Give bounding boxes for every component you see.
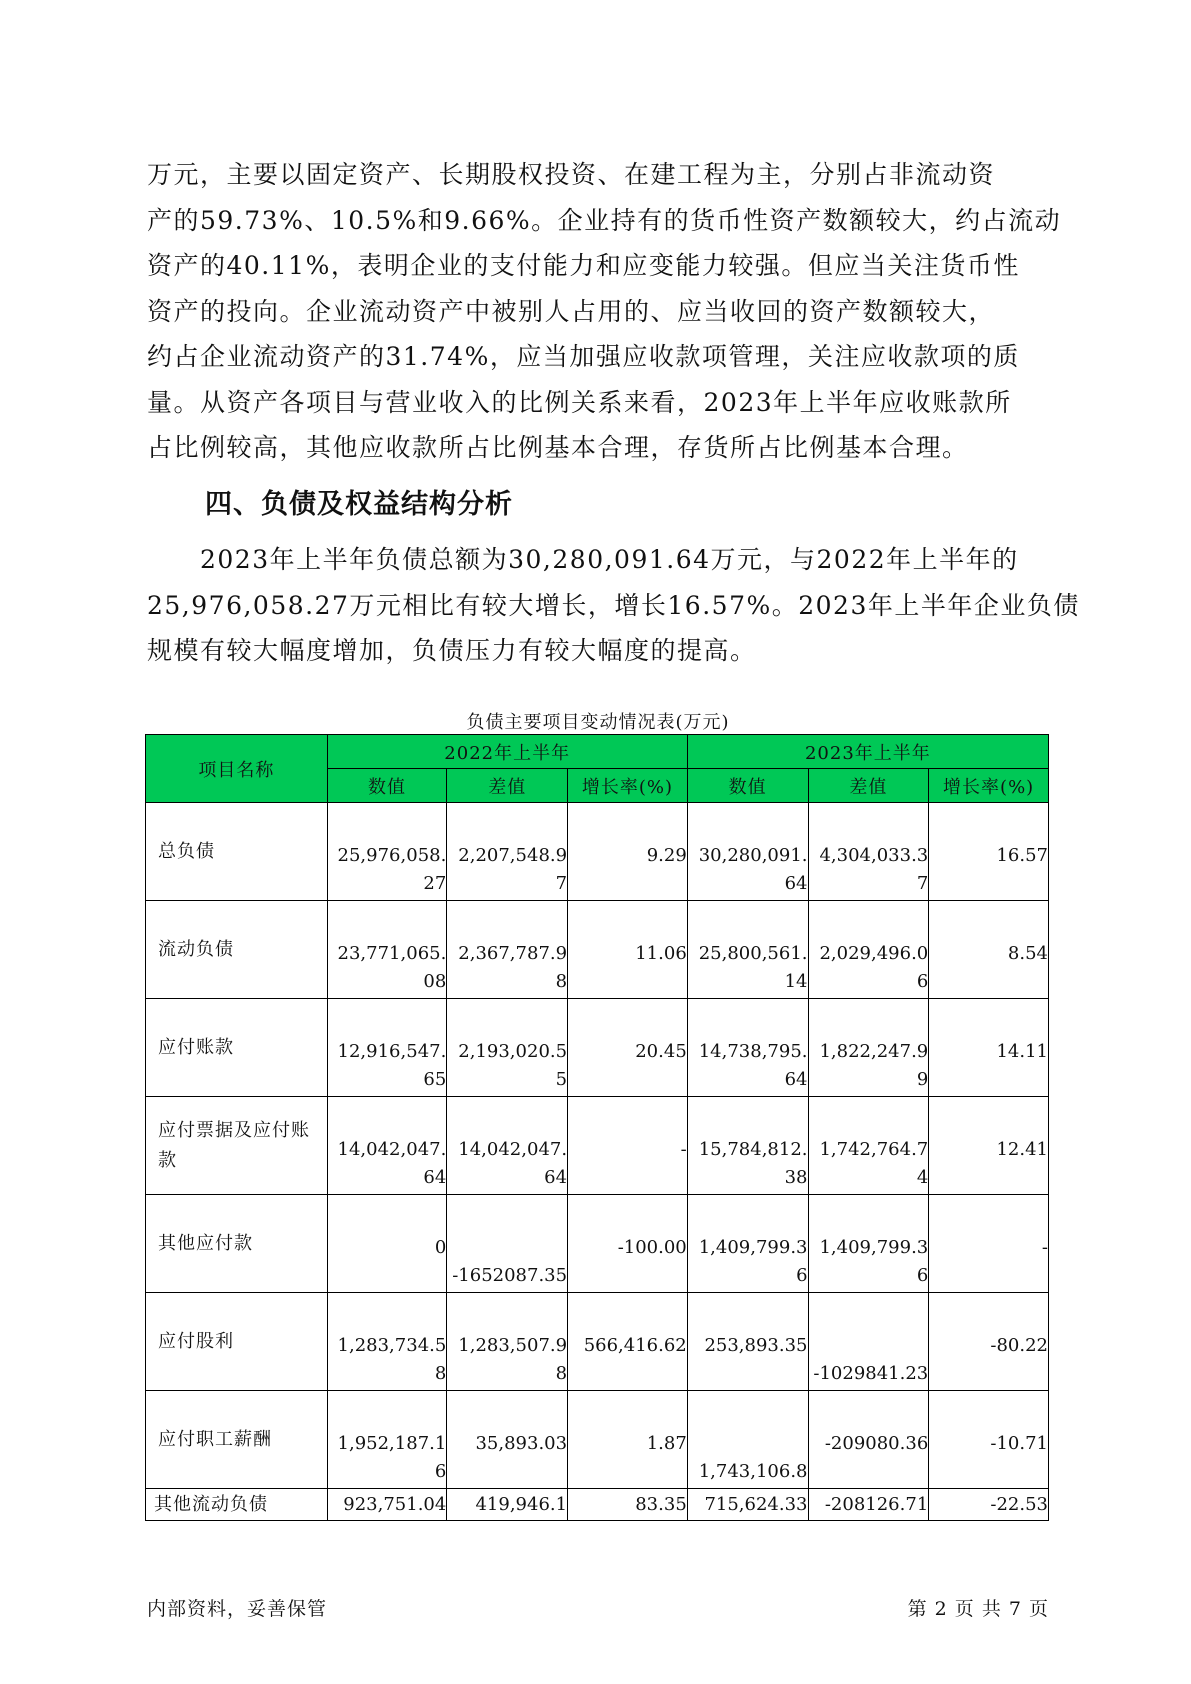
row-item-name: 其他流动负债: [146, 1489, 328, 1521]
cell-text: 923,751.04: [343, 1494, 447, 1515]
cell-text: 15,784,812.: [698, 1139, 808, 1160]
cell-text: 8: [555, 971, 568, 992]
cell-text: 2,193,020.5: [458, 1041, 568, 1062]
footer-confidential-note: 内部资料，妥善保管: [147, 1598, 328, 1620]
row-value-cell: [327, 1489, 447, 1521]
cell-text: 2,207,548.9: [458, 845, 568, 866]
table-row: [146, 1195, 1049, 1293]
row-item-name: 流动负债: [146, 901, 328, 999]
cell-text: 1,743,106.8: [698, 1461, 808, 1482]
row-value-cell: [568, 999, 688, 1097]
row-value-cell: [327, 803, 447, 901]
paragraph-liabilities-line: 规模有较大幅度增加，负债压力有较大幅度的提高。: [147, 636, 757, 665]
row-item-name: 应付账款: [146, 999, 328, 1097]
row-item-name: 其他应付款: [146, 1195, 328, 1293]
row-value-cell: [568, 1293, 688, 1391]
cell-text: 0: [434, 1237, 447, 1258]
row-value-cell: [929, 1391, 1049, 1489]
cell-text: -: [680, 1139, 687, 1160]
cell-text: 12,916,547.: [337, 1041, 447, 1062]
row-value-cell: [808, 1195, 929, 1293]
cell-text: 9: [916, 1069, 929, 1090]
paragraph-assets-line: 占比例较高，其他应收款所占比例基本合理，存货所占比例基本合理。: [147, 433, 969, 462]
cell-text: 8: [555, 1363, 568, 1384]
paragraph-assets-line: 产的59.73%、10.5%和9.66%。企业持有的货币性资产数额较大，约占流动: [147, 205, 1062, 235]
liabilities-table: [145, 734, 1049, 1521]
row-value-cell: [447, 1195, 568, 1293]
cell-text: 8.54: [1007, 943, 1048, 964]
cell-text: 14.11: [996, 1041, 1048, 1062]
row-value-cell: [327, 999, 447, 1097]
row-value-cell: [808, 901, 929, 999]
row-value-cell: [447, 1391, 568, 1489]
row-value-cell: [447, 803, 568, 901]
cell-text: 14: [784, 971, 808, 992]
cell-text: 6: [434, 1461, 447, 1482]
paragraph-liabilities-line: 2023年上半年负债总额为30,280,091.64万元，与2022年上半年的: [147, 545, 1019, 574]
row-value-cell: [929, 999, 1049, 1097]
row-value-cell: [447, 1489, 568, 1521]
paragraph-assets-line: 量。从资产各项目与营业收入的比例关系来看，2023年上半年应收账款所: [147, 387, 1012, 417]
paragraph-assets-line: 资产的投向。企业流动资产中被别人占用的、应当收回的资产数额较大，: [147, 296, 996, 326]
cell-text: 11.06: [635, 943, 687, 964]
row-value-cell: [808, 803, 929, 901]
header-growth-rate: 增长率(%): [568, 769, 688, 803]
cell-text: 1,409,799.3: [698, 1237, 808, 1258]
table-row: [146, 1293, 1049, 1391]
cell-text: 38: [784, 1167, 808, 1188]
cell-text: 1,283,734.5: [337, 1335, 447, 1356]
row-value-cell: [568, 1097, 688, 1195]
cell-text: 6: [796, 1265, 808, 1286]
cell-text: 20.45: [635, 1041, 687, 1062]
cell-text: 566,416.62: [583, 1335, 687, 1356]
cell-text: 83.35: [635, 1494, 687, 1515]
row-value-cell: [687, 1097, 808, 1195]
cell-text: [688, 1431, 808, 1457]
cell-text: 8: [434, 1363, 447, 1384]
row-value-cell: [687, 1489, 808, 1521]
row-value-cell: [327, 1097, 447, 1195]
cell-text: 7: [916, 873, 929, 894]
cell-text: 14,042,047.: [458, 1139, 568, 1160]
row-item-name: 应付职工薪酬: [146, 1391, 328, 1489]
cell-text: 419,946.1: [475, 1494, 568, 1515]
cell-text: [447, 1235, 567, 1261]
cell-text: 7: [555, 873, 568, 894]
section-heading: 四、负债及权益结构分析: [205, 489, 513, 520]
table-row: [146, 1391, 1049, 1489]
table-row: [146, 1489, 1049, 1521]
header-period-2023: 2023年上半年: [687, 735, 1048, 769]
row-value-cell: [929, 901, 1049, 999]
row-value-cell: [327, 1391, 447, 1489]
row-value-cell: [568, 1489, 688, 1521]
cell-text: 64: [784, 1069, 808, 1090]
table-row: [146, 901, 1049, 999]
cell-text: -1029841.23: [813, 1363, 929, 1384]
row-item-name: 应付票据及应付账款: [146, 1097, 328, 1195]
row-value-cell: [568, 1195, 688, 1293]
header-diff: 差值: [447, 769, 568, 803]
row-value-cell: [929, 1293, 1049, 1391]
row-value-cell: [568, 1391, 688, 1489]
row-value-cell: [687, 901, 808, 999]
header-diff: 差值: [808, 769, 929, 803]
cell-text: 9.29: [646, 845, 687, 866]
cell-text: -22.53: [990, 1494, 1048, 1515]
row-value-cell: [447, 999, 568, 1097]
table-row: [146, 999, 1049, 1097]
cell-text: 25,800,561.: [698, 943, 808, 964]
cell-text: 23,771,065.: [337, 943, 447, 964]
cell-text: 1,742,764.7: [819, 1139, 929, 1160]
cell-text: 64: [784, 873, 808, 894]
paragraph-assets-line: 约占企业流动资产的31.74%，应当加强应收款项管理，关注应收款项的质: [147, 342, 1020, 371]
cell-text: 27: [423, 873, 447, 894]
cell-text: 1,283,507.9: [458, 1335, 568, 1356]
row-value-cell: [687, 1293, 808, 1391]
cell-text: 12.41: [996, 1139, 1048, 1160]
row-item-name: 应付股利: [146, 1293, 328, 1391]
cell-text: 2,029,496.0: [819, 943, 929, 964]
row-value-cell: [447, 1293, 568, 1391]
cell-text: -1652087.35: [452, 1265, 568, 1286]
row-value-cell: [808, 999, 929, 1097]
cell-text: 14,042,047.: [337, 1139, 447, 1160]
row-item-name: 总负债: [146, 803, 328, 901]
row-value-cell: [687, 1391, 808, 1489]
row-value-cell: [929, 1489, 1049, 1521]
cell-text: 30,280,091.: [698, 845, 808, 866]
row-value-cell: [929, 1195, 1049, 1293]
row-value-cell: [929, 1097, 1049, 1195]
paragraph-assets-summary: [147, 152, 1062, 471]
paragraph-assets-line: 资产的40.11%，表明企业的支付能力和应变能力较强。但应当关注货币性: [147, 251, 1020, 280]
row-value-cell: [327, 1293, 447, 1391]
cell-text: [809, 1333, 929, 1359]
row-value-cell: [327, 1195, 447, 1293]
row-value-cell: [808, 1489, 929, 1521]
paragraph-assets-line: 万元，主要以固定资产、长期股权投资、在建工程为主，分别占非流动资: [147, 160, 996, 189]
cell-text: 64: [544, 1167, 568, 1188]
row-value-cell: [687, 803, 808, 901]
cell-text: 1,822,247.9: [819, 1041, 929, 1062]
row-value-cell: [929, 803, 1049, 901]
header-value: 数值: [327, 769, 447, 803]
table-caption: 负债主要项目变动情况表(万元): [466, 712, 730, 733]
table-row: [146, 803, 1049, 901]
cell-text: -208126.71: [824, 1494, 929, 1515]
cell-text: 25,976,058.: [337, 845, 447, 866]
table-row: [146, 1097, 1049, 1195]
cell-text: 715,624.33: [704, 1494, 808, 1515]
row-value-cell: [447, 1097, 568, 1195]
cell-text: 1,409,799.3: [819, 1237, 929, 1258]
row-value-cell: [327, 901, 447, 999]
cell-text: -80.22: [990, 1335, 1048, 1356]
row-value-cell: [447, 901, 568, 999]
cell-text: 08: [423, 971, 447, 992]
cell-text: 4,304,033.3: [819, 845, 929, 866]
cell-text: 64: [423, 1167, 447, 1188]
header-growth-rate: 增长率(%): [929, 769, 1049, 803]
cell-text: 16.57: [996, 845, 1048, 866]
row-value-cell: [808, 1097, 929, 1195]
header-value: 数值: [687, 769, 808, 803]
cell-text: 2,367,787.9: [458, 943, 568, 964]
cell-text: 35,893.03: [475, 1433, 568, 1454]
row-value-cell: [808, 1391, 929, 1489]
row-value-cell: [568, 803, 688, 901]
cell-text: -100.00: [617, 1237, 687, 1258]
cell-text: 4: [916, 1167, 929, 1188]
row-value-cell: [808, 1293, 929, 1391]
row-value-cell: [687, 999, 808, 1097]
header-period-2022: 2022年上半年: [327, 735, 687, 769]
cell-text: 1.87: [646, 1433, 687, 1454]
cell-text: 6: [916, 971, 929, 992]
cell-text: 14,738,795.: [698, 1041, 808, 1062]
paragraph-liabilities-line: 25,976,058.27万元相比有较大增长，增长16.57%。2023年上半年企业负债: [147, 590, 1080, 620]
cell-text: -209080.36: [824, 1433, 929, 1454]
cell-text: 1,952,187.1: [337, 1433, 447, 1454]
footer-page-number: 第 2 页 共 7 页: [907, 1598, 1049, 1620]
cell-text: -: [1041, 1237, 1048, 1258]
row-value-cell: [568, 901, 688, 999]
cell-text: 65: [423, 1069, 447, 1090]
cell-text: 253,893.35: [704, 1335, 808, 1356]
row-value-cell: [687, 1195, 808, 1293]
header-item-name: 项目名称: [146, 735, 328, 803]
cell-text: 6: [916, 1265, 929, 1286]
cell-text: 5: [555, 1069, 568, 1090]
paragraph-liabilities-summary: [147, 537, 1080, 674]
cell-text: -10.71: [990, 1433, 1048, 1454]
